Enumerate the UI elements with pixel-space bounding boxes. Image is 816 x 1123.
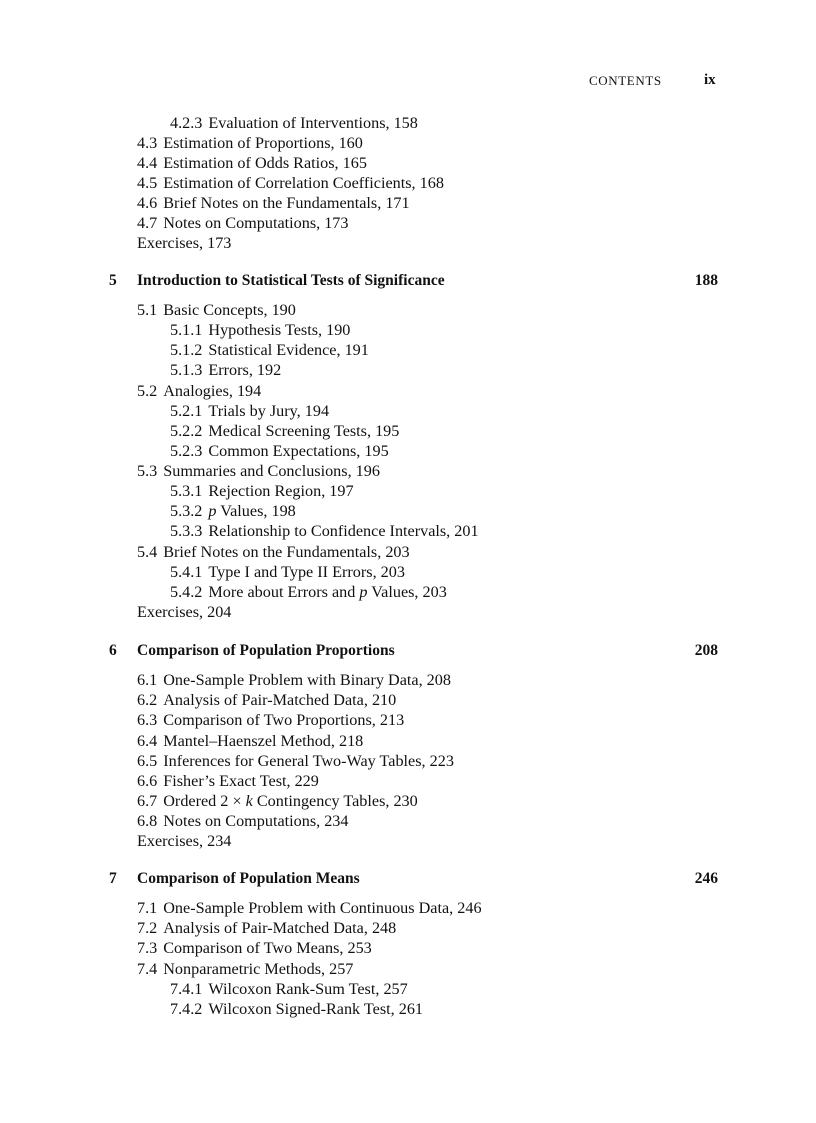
toc-entry[interactable]: 5.4.1 Type I and Type II Errors, 203 xyxy=(170,563,405,581)
toc-entry[interactable]: 5.4.2 More about Errors and p Values, 203 xyxy=(170,583,447,601)
toc-entry[interactable]: 6.1 One-Sample Problem with Binary Data, 208 xyxy=(137,671,451,689)
toc-entry[interactable]: 6.4 Mantel–Haenszel Method, 218 xyxy=(137,732,364,750)
chapter-number: 7 xyxy=(109,870,117,887)
toc-entry[interactable]: 6.3 Comparison of Two Proportions, 213 xyxy=(137,711,405,729)
toc-entry[interactable]: 5.2.1 Trials by Jury, 194 xyxy=(170,402,330,420)
toc-entry[interactable]: 5.2.2 Medical Screening Tests, 195 xyxy=(170,422,400,440)
chapter-page: 188 xyxy=(694,272,718,289)
chapter-page: 208 xyxy=(694,642,718,659)
toc-entry[interactable]: 5.1.1 Hypothesis Tests, 190 xyxy=(170,321,351,339)
toc-entry[interactable]: 5.4 Brief Notes on the Fundamentals, 203 xyxy=(137,543,410,561)
chapter-title[interactable]: Introduction to Statistical Tests of Significance xyxy=(137,272,445,289)
toc-entry[interactable]: 4.5 Estimation of Correlation Coefficients, 168 xyxy=(137,174,444,192)
chapter-title[interactable]: Comparison of Population Proportions xyxy=(137,642,395,659)
toc-entry[interactable]: 4.2.3 Evaluation of Interventions, 158 xyxy=(170,114,418,132)
toc-entry[interactable]: 6.5 Inferences for General Two-Way Tables, 223 xyxy=(137,752,454,770)
toc-entry[interactable]: 7.4 Nonparametric Methods, 257 xyxy=(137,960,354,978)
toc-entry[interactable]: 6.2 Analysis of Pair-Matched Data, 210 xyxy=(137,691,397,709)
toc-entry[interactable]: 5.1 Basic Concepts, 190 xyxy=(137,301,296,319)
toc-entry[interactable]: 4.6 Brief Notes on the Fundamentals, 171 xyxy=(137,194,410,212)
toc-entry[interactable]: 4.4 Estimation of Odds Ratios, 165 xyxy=(137,154,367,172)
chapter-number: 6 xyxy=(109,642,117,659)
toc-entry[interactable]: 5.2 Analogies, 194 xyxy=(137,382,262,400)
toc-entry[interactable]: 5.2.3 Common Expectations, 195 xyxy=(170,442,389,460)
toc-entry[interactable]: 7.3 Comparison of Two Means, 253 xyxy=(137,939,372,957)
toc-entry[interactable]: 5.3.3 Relationship to Confidence Intervals, 201 xyxy=(170,522,479,540)
toc-entry[interactable]: 6.6 Fisher’s Exact Test, 229 xyxy=(137,772,319,790)
header-title: CONTENTS xyxy=(589,73,662,88)
header-page-number: ix xyxy=(704,72,716,88)
toc-entry[interactable]: 5.3.2 p Values, 198 xyxy=(170,502,296,520)
toc-entry[interactable]: 5.3 Summaries and Conclusions, 196 xyxy=(137,462,380,480)
toc-entry[interactable]: 6.7 Ordered 2 × k Contingency Tables, 230 xyxy=(137,792,418,810)
chapter-page: 246 xyxy=(694,870,718,887)
toc-entry[interactable]: 7.4.2 Wilcoxon Signed-Rank Test, 261 xyxy=(170,1000,424,1018)
toc-exercises[interactable]: Exercises, 173 xyxy=(137,234,232,252)
toc-entry[interactable]: 7.2 Analysis of Pair-Matched Data, 248 xyxy=(137,919,397,937)
chapter-number: 5 xyxy=(109,272,117,289)
toc-entry[interactable]: 4.3 Estimation of Proportions, 160 xyxy=(137,134,363,152)
toc-entry[interactable]: 7.4.1 Wilcoxon Rank-Sum Test, 257 xyxy=(170,980,408,998)
toc-exercises[interactable]: Exercises, 234 xyxy=(137,832,232,850)
toc-exercises[interactable]: Exercises, 204 xyxy=(137,603,232,621)
toc-entry[interactable]: 7.1 One-Sample Problem with Continuous Data, 246 xyxy=(137,899,482,917)
toc-entry[interactable]: 5.1.3 Errors, 192 xyxy=(170,361,282,379)
toc-entry[interactable]: 5.1.2 Statistical Evidence, 191 xyxy=(170,341,369,359)
toc-entry[interactable]: 4.7 Notes on Computations, 173 xyxy=(137,214,349,232)
chapter-title[interactable]: Comparison of Population Means xyxy=(137,870,360,887)
toc-entry[interactable]: 6.8 Notes on Computations, 234 xyxy=(137,812,349,830)
toc-entry[interactable]: 5.3.1 Rejection Region, 197 xyxy=(170,482,354,500)
